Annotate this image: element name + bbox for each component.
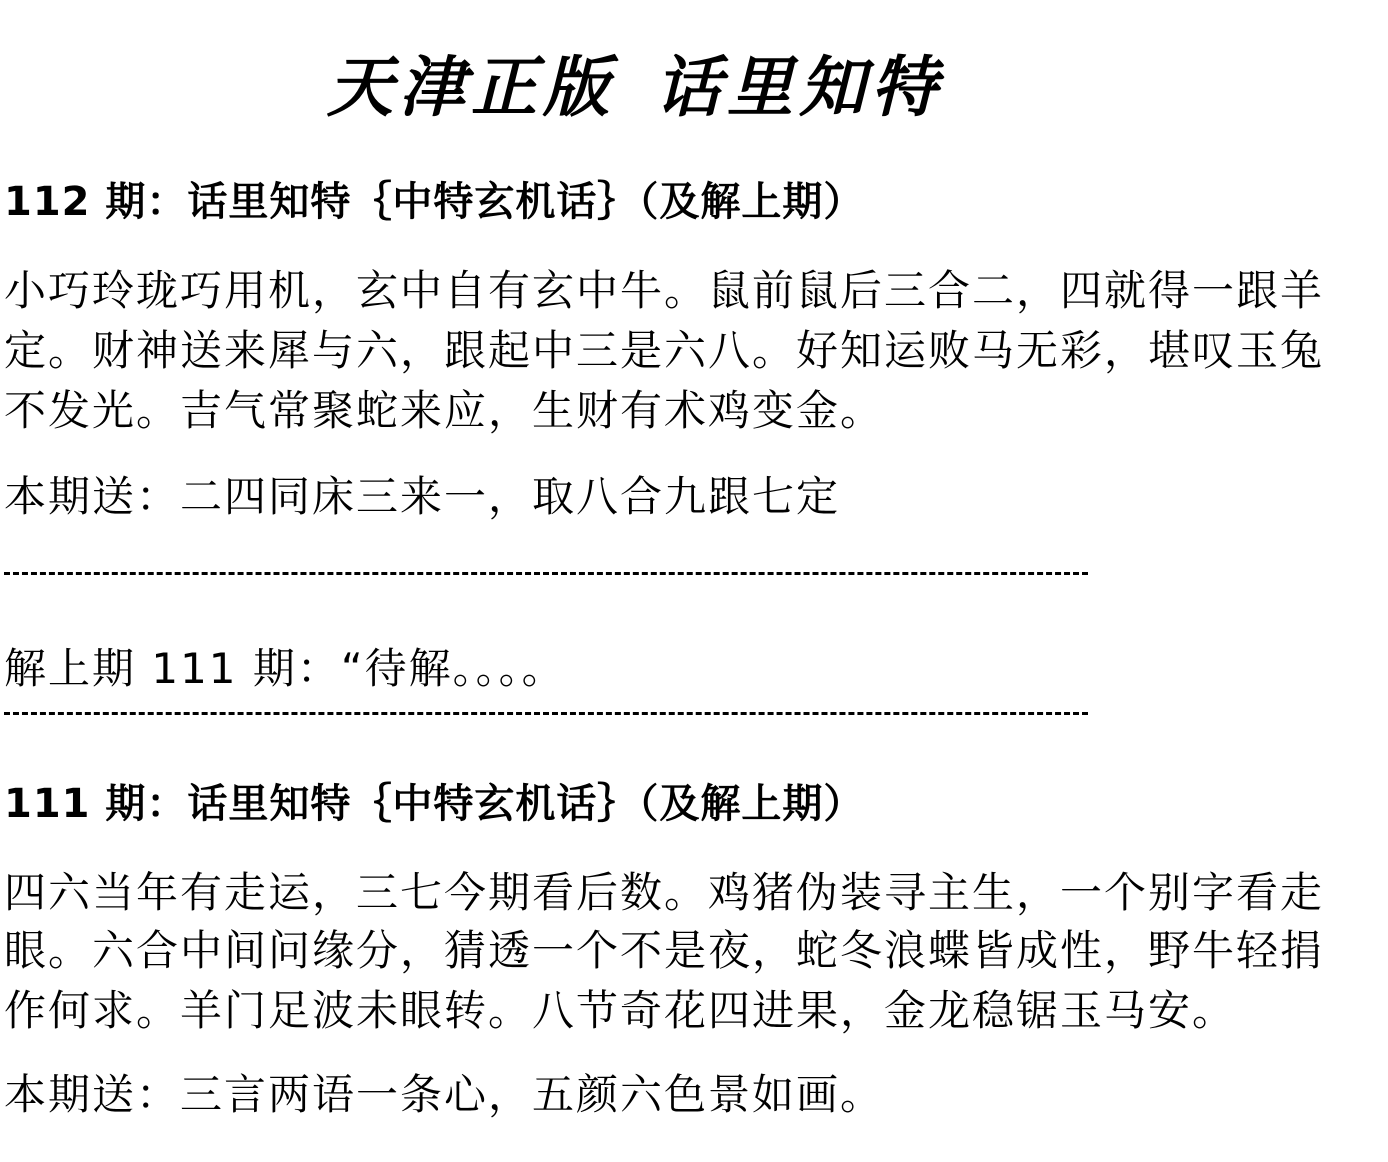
issue-111-line-3: 作何求。羊门足波未眼转。八节奇花四进果，金龙稳锯玉马安。 [4,986,1237,1035]
divider-top [4,572,1088,575]
issue-111-heading: 111 期：话里知特｛中特玄机话｝（及解上期） [4,781,865,827]
page-title-part2: 话里知特 [655,48,943,126]
issue-111-gift: 本期送：三言两语一条心，五颜六色景如画。 [4,1070,885,1119]
issue-112-heading: 112 期：话里知特｛中特玄机话｝（及解上期） [4,179,865,225]
issue-112-line-3: 不发光。吉气常聚蛇来应，生财有术鸡变金。 [4,386,885,435]
issue-112-line-1: 小巧玲珑巧用机，玄中自有玄中牛。鼠前鼠后三合二，四就得一跟羊 [4,266,1325,315]
issue-111-line-1: 四六当年有走运，三七今期看后数。鸡猪伪装寻主生，一个别字看走 [4,868,1325,917]
issue-112-gift: 本期送：二四同床三来一，取八合九跟七定 [4,472,841,521]
page-title [0,34,1270,129]
issue-112-line-2: 定。财神送来犀与六，跟起中三是六八。好知运败马无彩，堪叹玉兔 [4,326,1325,375]
page-title-part1: 天津正版 [327,48,615,126]
issue-111-line-2: 眼。六合中间问缘分，猜透一个不是夜，蛇冬浪蝶皆成性，野牛轻捐 [4,926,1325,975]
divider-bottom [4,712,1088,715]
solution-111-text: 解上期 111 期：“待解。。。。 [4,644,566,693]
